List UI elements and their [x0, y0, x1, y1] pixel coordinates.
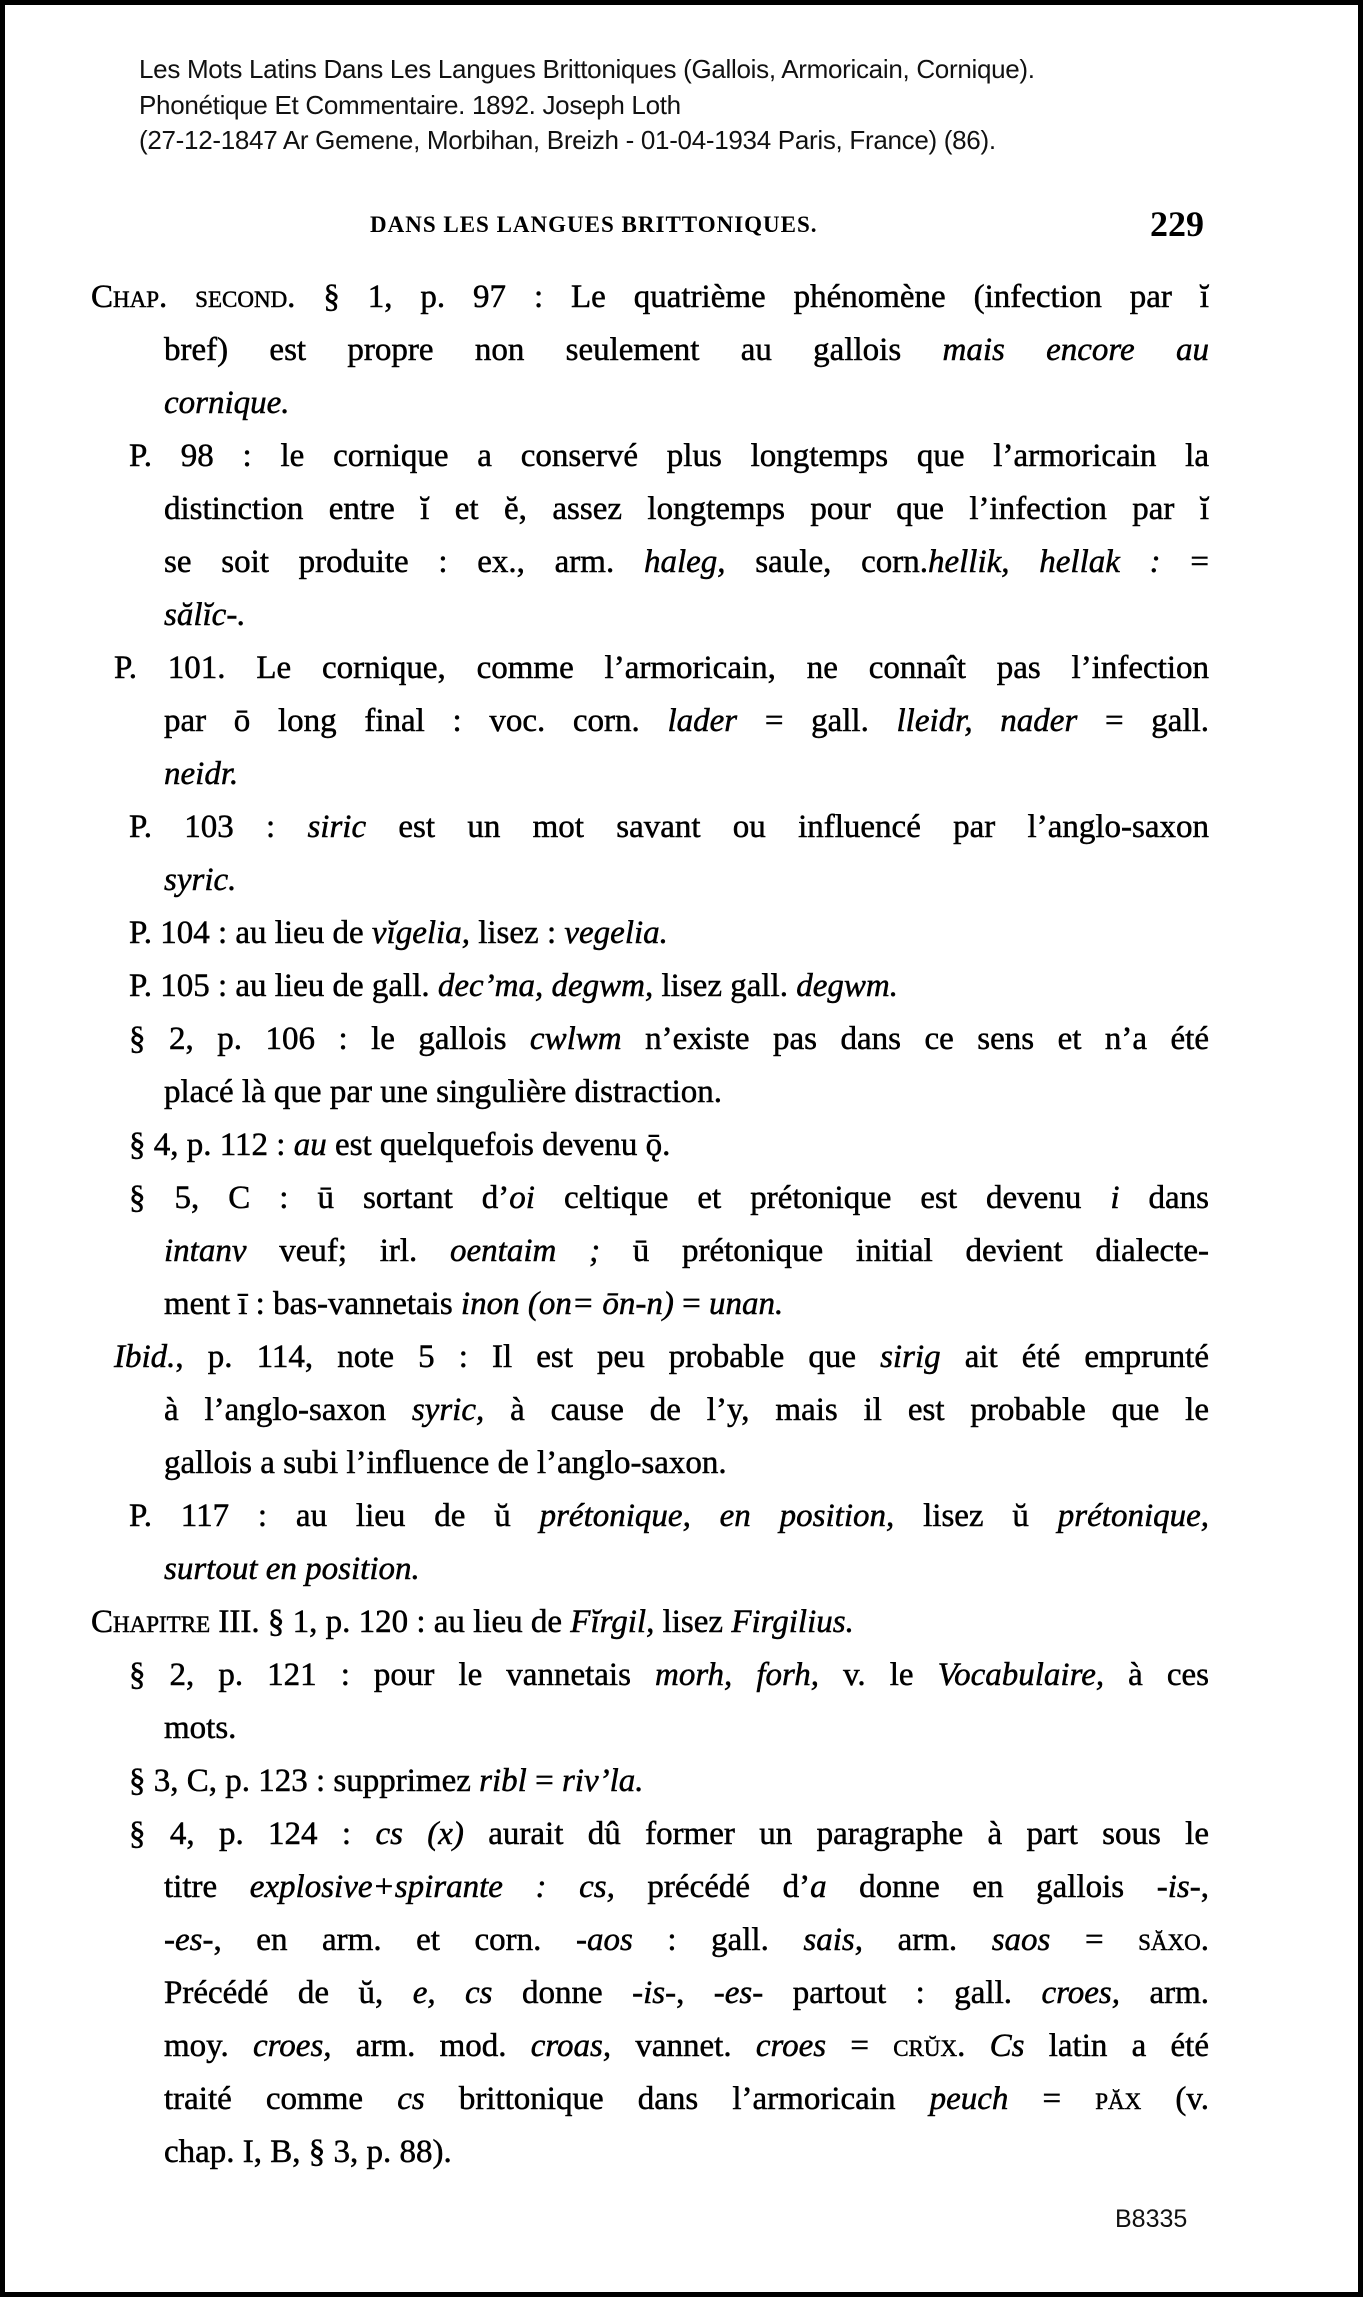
text: arm. mod.	[331, 2028, 531, 2064]
text-line	[0, 801, 1209, 854]
italic-text: intanv	[164, 1233, 247, 1269]
italic-text: vĭgelia,	[371, 915, 470, 951]
italic-text: e, cs	[412, 1975, 493, 2011]
paragraph	[0, 1755, 1209, 1808]
italic-text: siric	[307, 809, 367, 845]
citation-line: Phonétique Et Commentaire. 1892. Joseph Loth	[139, 89, 681, 120]
text: ū prétonique initial devient dialecte-	[600, 1233, 1209, 1269]
small-caps-text: Chap. second.	[91, 279, 296, 315]
text-line	[0, 1331, 1209, 1384]
text: § 2, p. 106 : le gallois	[129, 1021, 530, 1057]
paragraph	[0, 1331, 1209, 1490]
text: traité comme	[164, 2081, 398, 2117]
italic-text: Vocabulaire,	[937, 1657, 1105, 1693]
text-line	[0, 1066, 1209, 1119]
text: dans	[1119, 1180, 1209, 1216]
paragraph	[0, 960, 1209, 1013]
text-line	[0, 377, 1209, 430]
footer-code: B8335	[1115, 2205, 1188, 2233]
italic-text: oentaim ;	[450, 1233, 601, 1269]
text: =	[673, 1286, 709, 1322]
text-line	[0, 324, 1209, 377]
text: donne -	[492, 1975, 644, 2011]
text: vannet.	[611, 2028, 756, 2064]
italic-text: morh, forh,	[654, 1657, 820, 1693]
text: arm.	[1119, 1975, 1209, 2011]
text-line	[0, 1437, 1209, 1490]
text-line	[0, 1967, 1209, 2020]
paragraph	[0, 271, 1209, 430]
text: =	[526, 1763, 562, 1799]
text: bref) est propre non seulement au gallois	[164, 332, 943, 368]
italic-text: cs	[397, 2081, 425, 2117]
text-line	[0, 2073, 1209, 2126]
italic-text: is	[643, 1975, 666, 2011]
text: = gall.	[737, 703, 897, 739]
text-line	[0, 1649, 1209, 1702]
paragraph	[0, 801, 1209, 907]
text: § 4, p. 124 :	[129, 1816, 376, 1852]
text: moy.	[164, 2028, 254, 2064]
text: chap. I, B, § 3, p. 88).	[164, 2134, 452, 2170]
text	[965, 2028, 989, 2064]
italic-text: au	[293, 1127, 327, 1163]
italic-text: ribl	[479, 1763, 527, 1799]
small-caps-text: păx	[1095, 2081, 1142, 2117]
italic-text: vegelia.	[564, 915, 668, 951]
text: =	[826, 2028, 894, 2064]
text-line	[0, 1225, 1209, 1278]
paragraph	[0, 907, 1209, 960]
text: P. 104 : au lieu de	[129, 915, 372, 951]
paragraph	[0, 1172, 1209, 1331]
text: Précédé de ŭ,	[164, 1975, 413, 2011]
text: lisez	[654, 1604, 732, 1640]
text: v. le	[819, 1657, 938, 1693]
text: (v.	[1141, 2081, 1209, 2117]
italic-text: lleidr,	[896, 703, 973, 739]
paragraph	[0, 1119, 1209, 1172]
text: lisez gall.	[653, 968, 797, 1004]
text-line	[0, 1702, 1209, 1755]
italic-text: dec’ma, degwm,	[437, 968, 654, 1004]
small-caps-text: crŭx.	[893, 2028, 966, 2064]
italic-text: es	[724, 1975, 753, 2011]
text: -, -	[665, 1975, 725, 2011]
italic-text: es	[175, 1922, 203, 1958]
text: précédé d’	[614, 1869, 811, 1905]
text-line	[0, 1490, 1209, 1543]
text: lisez :	[469, 915, 565, 951]
italic-text: neidr.	[164, 756, 239, 792]
text: § 1, p. 97 : Le quatrième phénomène (infection par ĭ	[295, 279, 1209, 315]
italic-text: is	[1167, 1869, 1190, 1905]
text: § 4, p. 112 :	[129, 1127, 294, 1163]
citation-line: (27-12-1847 Ar Gemene, Morbihan, Breizh - 01-04-1934 Paris, France) (86).	[139, 125, 996, 155]
italic-text: lader	[667, 703, 738, 739]
text: celtique et prétonique est devenu	[534, 1180, 1111, 1216]
text: -, en arm. et corn. -	[202, 1922, 587, 1958]
text-line	[0, 854, 1209, 907]
italic-text: nader	[1000, 703, 1078, 739]
text: saule, corn.	[725, 544, 928, 580]
italic-text: explosive+spirante : cs,	[249, 1869, 615, 1905]
text: lisez ŭ	[894, 1498, 1058, 1534]
italic-text: surtout en position.	[164, 1551, 420, 1587]
text-line	[0, 483, 1209, 536]
text: à cause de l’y, mais il est probable que le	[484, 1392, 1209, 1428]
text: = gall.	[1077, 703, 1209, 739]
text: P. 98 : le cornique a conservé plus longtemps que l’armoricain la	[129, 438, 1209, 474]
text: n’existe pas dans ce sens et n’a été	[621, 1021, 1209, 1057]
text-line	[0, 1596, 1209, 1649]
running-head: DANS LES LANGUES BRITTONIQUES.	[370, 212, 818, 237]
text: P. 101. Le cornique, comme l’armoricain, ne connaît pas l’infection	[114, 650, 1209, 686]
text: =	[1008, 2081, 1096, 2117]
text: titre	[164, 1869, 250, 1905]
page-body-text	[0, 271, 1209, 2179]
text: mots.	[164, 1710, 237, 1746]
text: à l’anglo-saxon	[164, 1392, 412, 1428]
italic-text: croas,	[530, 2028, 612, 2064]
text-line	[0, 960, 1209, 1013]
text: est un mot savant ou influencé par l’anglo-saxon	[366, 809, 1209, 845]
paragraph	[0, 642, 1209, 801]
text-line	[0, 2020, 1209, 2073]
text: -,	[1189, 1869, 1209, 1905]
text: gallois a subi l’influence de l’anglo-saxon.	[164, 1445, 727, 1481]
small-caps-text: Chapitre III.	[91, 1604, 260, 1640]
text-line	[0, 1808, 1209, 1861]
text: P. 103 :	[129, 809, 308, 845]
text-line	[0, 907, 1209, 960]
text: ment ī : bas-vannetais	[164, 1286, 461, 1322]
page-number: 229	[1150, 204, 1204, 244]
italic-text: croes	[755, 2028, 827, 2064]
text: P. 105 : au lieu de gall.	[129, 968, 438, 1004]
italic-text: cs (x)	[375, 1816, 464, 1852]
text	[973, 703, 1001, 739]
text: : gall.	[632, 1922, 804, 1958]
italic-text: i	[1110, 1180, 1120, 1216]
text-line	[0, 1119, 1209, 1172]
paragraph	[0, 1013, 1209, 1119]
text: donne en gallois -	[826, 1869, 1168, 1905]
text: § 2, p. 121 : pour le vannetais	[129, 1657, 655, 1693]
italic-text: riv’la.	[561, 1763, 644, 1799]
text-line	[0, 1914, 1209, 1967]
paragraph	[0, 430, 1209, 642]
text-line	[0, 1384, 1209, 1437]
text: , p. 114, note 5 : Il est peu probable que	[175, 1339, 881, 1375]
citation-line: Les Mots Latins Dans Les Langues Brittoniques (Gallois, Armoricain, Cornique).	[139, 54, 1035, 84]
italic-text: syric.	[164, 862, 237, 898]
italic-text: cornique.	[164, 385, 290, 421]
paragraph	[0, 1596, 1209, 1649]
italic-text: prétonique,	[1057, 1498, 1210, 1534]
italic-text: haleg,	[643, 544, 726, 580]
italic-text: Fĭrgil,	[570, 1604, 655, 1640]
text-line	[0, 536, 1209, 589]
document-citation-header	[139, 52, 1035, 159]
text: -	[164, 1922, 175, 1958]
text: § 5, C : ū sortant d’	[129, 1180, 510, 1216]
italic-text: sais,	[803, 1922, 863, 1958]
italic-text: sirig	[880, 1339, 941, 1375]
italic-text: prétonique, en position,	[539, 1498, 895, 1534]
italic-text: oi	[509, 1180, 535, 1216]
italic-text: inon (on= ōn-n)	[460, 1286, 674, 1322]
italic-text: cwlwm	[529, 1021, 622, 1057]
text-line	[0, 1543, 1209, 1596]
italic-text: saos	[991, 1922, 1051, 1958]
text: latin a été	[1024, 2028, 1209, 2064]
text-line	[0, 2126, 1209, 2179]
italic-text: croes,	[1041, 1975, 1120, 2011]
paragraph	[0, 1649, 1209, 1755]
text: se soit produite : ex., arm.	[164, 544, 644, 580]
italic-text: a	[810, 1869, 827, 1905]
italic-text: syric,	[411, 1392, 485, 1428]
small-caps-text: săxo.	[1138, 1922, 1209, 1958]
text: veuf; irl.	[246, 1233, 451, 1269]
italic-text: degwm.	[796, 968, 898, 1004]
text-line	[0, 1861, 1209, 1914]
text-line	[0, 271, 1209, 324]
text: § 1, p. 120 : au lieu de	[259, 1604, 571, 1640]
italic-text: croes,	[253, 2028, 332, 2064]
paragraph	[0, 1808, 1209, 2179]
text: brittonique dans l’armoricain	[424, 2081, 930, 2117]
text: par ō long final : voc. corn.	[164, 703, 668, 739]
text: placé là que par une singulière distraction.	[164, 1074, 723, 1110]
italic-text: unan.	[708, 1286, 784, 1322]
text: est quelquefois devenu ǭ.	[326, 1127, 671, 1163]
text: § 3, C, p. 123 : supprimez	[129, 1763, 480, 1799]
text-line	[0, 1755, 1209, 1808]
text-line	[0, 642, 1209, 695]
italic-text: hellik, hellak :	[927, 544, 1161, 580]
text-line	[0, 695, 1209, 748]
italic-text: Firgilius.	[731, 1604, 854, 1640]
text-line	[0, 1013, 1209, 1066]
text: =	[1160, 544, 1209, 580]
text: distinction entre ĭ et ĕ, assez longtemps pour que l’infection par ĭ	[164, 491, 1209, 527]
text: aurait dû former un paragraphe à part sous le	[463, 1816, 1209, 1852]
italic-text: aos	[586, 1922, 633, 1958]
paragraph	[0, 1490, 1209, 1596]
text: - partout : gall.	[752, 1975, 1042, 2011]
italic-text: Ibid.	[114, 1339, 176, 1375]
text: =	[1050, 1922, 1139, 1958]
text-line	[0, 748, 1209, 801]
italic-text: Cs	[989, 2028, 1025, 2064]
italic-text: peuch	[929, 2081, 1009, 2117]
text: ait été emprunté	[940, 1339, 1209, 1375]
text: P. 117 : au lieu de ŭ	[129, 1498, 540, 1534]
text: arm.	[863, 1922, 992, 1958]
text-line	[0, 1278, 1209, 1331]
text-line	[0, 589, 1209, 642]
italic-text: sălĭc-.	[164, 597, 246, 633]
text-line	[0, 430, 1209, 483]
text: à ces	[1104, 1657, 1209, 1693]
text-line	[0, 1172, 1209, 1225]
italic-text: mais encore au	[942, 332, 1209, 368]
